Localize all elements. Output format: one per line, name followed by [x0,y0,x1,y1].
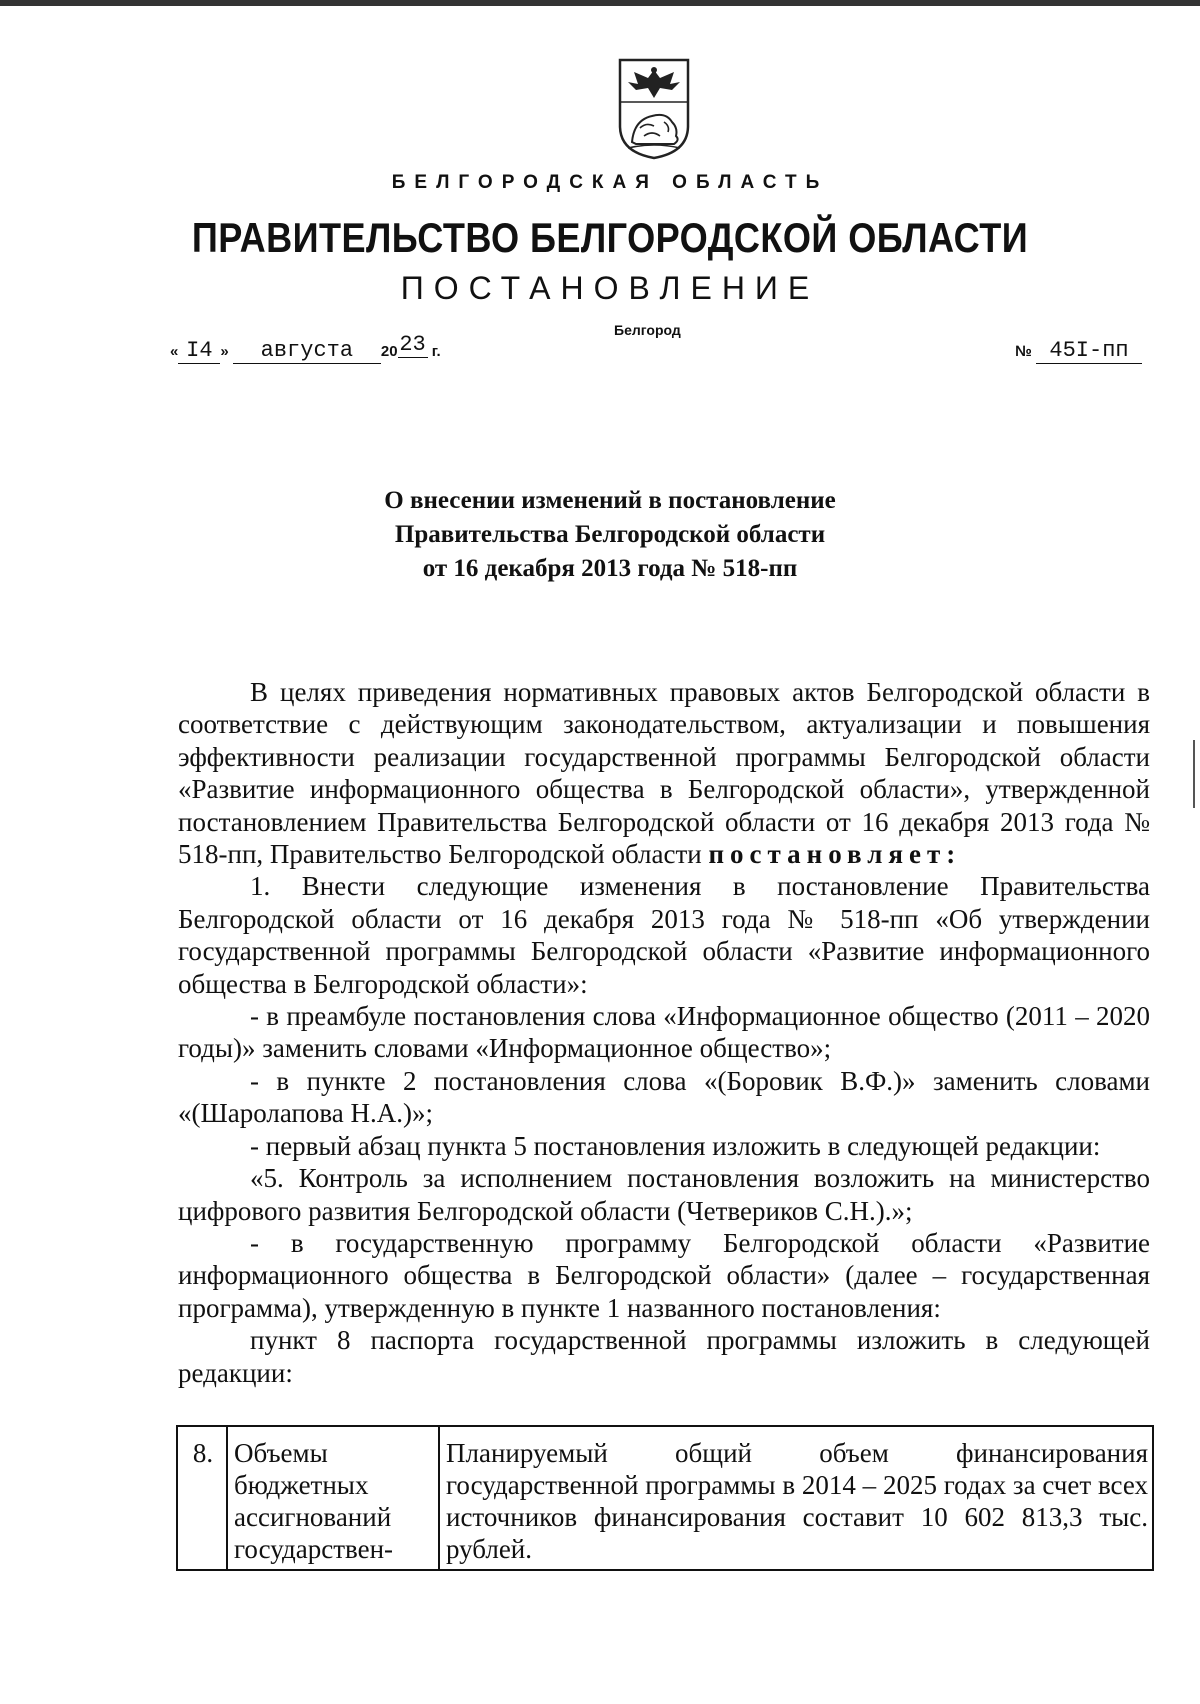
paragraph-item-5-change: - первый абзац пункта 5 постановления изложить в следующей редакции: [250,1130,1101,1161]
date-month: августа [233,338,381,364]
document-type: ПОСТАНОВЛЕНИЕ [400,270,820,306]
scan-margin-mark [1193,740,1195,808]
label-line-2: бюджетных [234,1470,369,1500]
date-line [170,332,441,364]
document-number: 45I-пп [1036,338,1142,364]
paragraph-item-5-text: «5. Контроль за исполнением постановления возложить на министерство цифрового развития Белгородской области (Четвериков С.Н.).»; [178,1163,1150,1226]
title-line-3: от 16 декабря 2013 года № 518-пп [422,555,798,582]
title-line-1: О внесении изменений в постановление [384,487,836,514]
date-year-prefix: 20 [380,343,398,360]
title-line-2: Правительства Белгородской области [394,521,826,548]
paragraph-preamble-change: - в преамбуле постановления слова «Информационное общество (2011 – 2020 годы)» заменить словами «Информационное общество»; [178,1001,1150,1064]
coat-of-arms-emblem [614,56,694,160]
date-day: I4 [178,338,220,364]
label-line-3: ассигнований [234,1502,392,1532]
number-label: № [1015,343,1032,360]
paragraph-item-2-change: - в пункте 2 постановления слова «(Боровик В.Ф.)» заменить словами «(Шаролапова Н.А.)»; [178,1065,1150,1129]
region-name: БЕЛГОРОДСКАЯ ОБЛАСТЬ [391,172,829,193]
city-name: Белгород [614,322,681,338]
label-line-4: государствен- [234,1534,394,1564]
date-open-quote: « [170,343,179,360]
resolves-word: постановляет: [708,839,962,870]
date-close-quote: » [220,343,229,360]
preamble-text: В целях приведения нормативных правовых актов Белгородской области в соответствие с действующим законодательством, актуализации и повышения эффективности реализации государственной программы Белгородской области «Развитие информационного общества в Белгородской области», утвержденной постановлением Правительства Белгородской области от 16 декабря 2013 года № 518-пп, Правительство Белгородской области [178,677,1150,870]
row-number: 8. [177,1426,227,1570]
scan-edge-line [0,0,1200,6]
paragraph-passport-item-8: пункт 8 паспорта государственной программы изложить в следующей редакции: [178,1325,1150,1388]
passport-table [176,1425,1154,1571]
document-number-line [1015,338,1142,364]
government-name: ПРАВИТЕЛЬСТВО БЕЛГОРОДСКОЙ ОБЛАСТИ [191,214,1029,261]
date-year-mark: г. [431,343,441,360]
paragraph-program-change: - в государственную программу Белгородской области «Развитие информационного общества в Белгородской области» (далее – государственная программа), утвержденную в пункте 1 названного постановления: [178,1227,1150,1323]
date-year: 23 [399,332,426,357]
table-row [177,1426,1153,1570]
document-body [178,676,1150,1389]
paragraph-preamble [178,676,1150,870]
row-label [227,1426,439,1570]
document-title [10,484,1200,586]
label-line-1: Объемы [234,1438,328,1468]
paragraph-item-1: 1. Внести следующие изменения в постановление Правительства Белгородской области от 16 декабря 2013 года № 518-пп «Об утверждении государственной программы Белгородской области «Развитие информационного общества в Белгородской области»: [178,871,1150,999]
row-content: Планируемый общий объем финансирования государственной программы в 2014 – 2025 годах за счет всех источников финансирования составит 10 602 813,3 тыс. рублей. [439,1426,1153,1570]
